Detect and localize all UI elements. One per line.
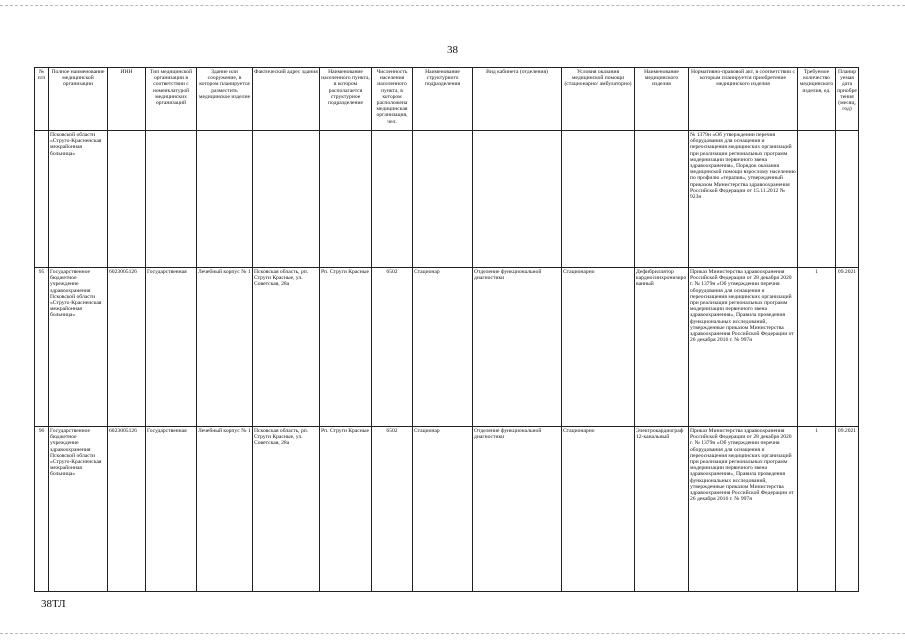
- cell-device: Дефибриллятор кардиосинхронизированный: [635, 268, 689, 427]
- cell-conditions: Стационарно: [562, 268, 635, 427]
- cell-unit: Стационар: [413, 427, 473, 592]
- cell-population: 6502: [372, 268, 413, 427]
- cell-date: [836, 131, 859, 268]
- cell-conditions: [562, 131, 635, 268]
- cell-org: Государственное бюджетное учреждение здравоохранения Псковской области «Струго-Красненская межрайонная больница»: [49, 268, 108, 427]
- cell-settlement: Рп. Струги Красные: [320, 427, 372, 592]
- cell-building: [197, 131, 253, 268]
- cell-date: 09.2021: [836, 268, 859, 427]
- cell-unit: [413, 131, 473, 268]
- cell-room: Отделение функциональной диагностики: [473, 427, 562, 592]
- cell-address: Псковская область, рп. Струги Красные, ул. Советская, 28а: [253, 427, 320, 592]
- cell-device: [635, 131, 689, 268]
- equipment-table: [34, 67, 859, 592]
- cell-type: Государственная: [146, 268, 197, 427]
- cell-inn: [108, 131, 146, 268]
- cell-population: [372, 131, 413, 268]
- cell-room: Отделение функциональной диагностики: [473, 268, 562, 427]
- cell-qty: [798, 131, 836, 268]
- cell-inn: 6023005126: [108, 427, 146, 592]
- cell-qty: 1: [798, 268, 836, 427]
- header-device: Наименование медицинского изделия: [635, 68, 689, 131]
- cell-building: Лечебный корпус № 1: [197, 268, 253, 427]
- header-legal-act: Нормативно-правовой акт, в соответствии с которым планируется приобретение медицинского изделия: [689, 68, 798, 131]
- header-building: Здание или сооружение, в котором планируется разместить медицинское изделие: [197, 68, 253, 131]
- cell-num: [35, 131, 49, 268]
- header-date: Планируемая дата приобретения (месяц, год): [836, 68, 859, 131]
- table-header-row: [35, 68, 859, 131]
- table-row: [35, 268, 859, 427]
- cell-org: Государственное бюджетное учреждение здравоохранения Псковской области «Струго-Красненская межрайонная больница»: [49, 427, 108, 592]
- cell-type: [146, 131, 197, 268]
- header-type: Тип медицинской организации в соответствии с номенклатурой медицинских организаций: [146, 68, 197, 131]
- cell-legal-act: Приказ Министерства здравоохранения Российской Федерации от 28 декабря 2020 г. № 1379н «Об утверждении перечня оборудования для оснащения и переоснащения медицинских организаций при реализации региональных программ модернизации первичного звена здравоохранения», Правила проведения функциональных исследований, утвержденные приказом Министерства здравоохранения Российской Федерации от 26 декабря 2016 г. № 997н: [689, 268, 798, 427]
- cell-legal-act: № 1379н «Об утверждении перечня оборудования для оснащения и переоснащения медицинских организаций при реализации региональных программ модернизации первичного звена здравоохранения», Порядок оказания медицинской помощи взрослому населению по профилю «терапия», утвержденный приказом Министерства здравоохранения Российской Федерации от 15.11.2012 № 923н: [689, 131, 798, 268]
- cell-inn: 6023005126: [108, 268, 146, 427]
- page-number: 38: [447, 44, 458, 56]
- cell-num: 95: [35, 268, 49, 427]
- header-conditions: Условия оказания медицинской помощи (стационарно/ амбулаторно): [562, 68, 635, 131]
- cell-type: Государственная: [146, 427, 197, 592]
- header-room: Вид кабинета (отделения): [473, 68, 562, 131]
- cell-address: Псковская область, рп. Струги Красные, ул. Советская, 28а: [253, 268, 320, 427]
- table-row: [35, 427, 859, 592]
- cell-unit: Стационар: [413, 268, 473, 427]
- cell-device: Электрокардиограф 12-канальный: [635, 427, 689, 592]
- scan-edge-top: [0, 5, 905, 6]
- cell-room: [473, 131, 562, 268]
- cell-date: 09.2021: [836, 427, 859, 592]
- footer-code: 38ТЛ: [41, 598, 66, 610]
- header-population: Численность населения населенного пункта, в котором расположена медицинская организация, чел.: [372, 68, 413, 131]
- header-settlement: Наименование населенного пункта, в котором располагается структурное подразделение: [320, 68, 372, 131]
- table-row-continuation: [35, 131, 859, 268]
- header-qty: Требуемое количество медицинского изделия, ед.: [798, 68, 836, 131]
- header-org: Полное наименование медицинской организации: [49, 68, 108, 131]
- cell-address: [253, 131, 320, 268]
- header-inn: ИНН: [108, 68, 146, 131]
- cell-settlement: [320, 131, 372, 268]
- cell-org: Псковской области «Струго-Красненская межрайонная больница»: [49, 131, 108, 268]
- cell-qty: 1: [798, 427, 836, 592]
- cell-num: 96: [35, 427, 49, 592]
- scan-edge-bottom: [0, 633, 905, 634]
- cell-legal-act: Приказ Министерства здравоохранения Российской Федерации от 28 декабря 2020 г. № 1379н «Об утверждении перечня оборудования для оснащения и переоснащения медицинских организаций при реализации региональных программ модернизации первичного звена здравоохранения», Правила проведения функциональных исследований, утвержденные приказом Министерства здравоохранения Российской Федерации от 26 декабря 2016 г. № 997н: [689, 427, 798, 592]
- cell-building: Лечебный корпус № 1: [197, 427, 253, 592]
- header-unit: Наименование структурного подразделения: [413, 68, 473, 131]
- cell-conditions: Стационарно: [562, 427, 635, 592]
- cell-settlement: Рп. Струги Красные: [320, 268, 372, 427]
- cell-population: 6502: [372, 427, 413, 592]
- header-num: № п/п: [35, 68, 49, 131]
- header-address: Фактический адрес здания: [253, 68, 320, 131]
